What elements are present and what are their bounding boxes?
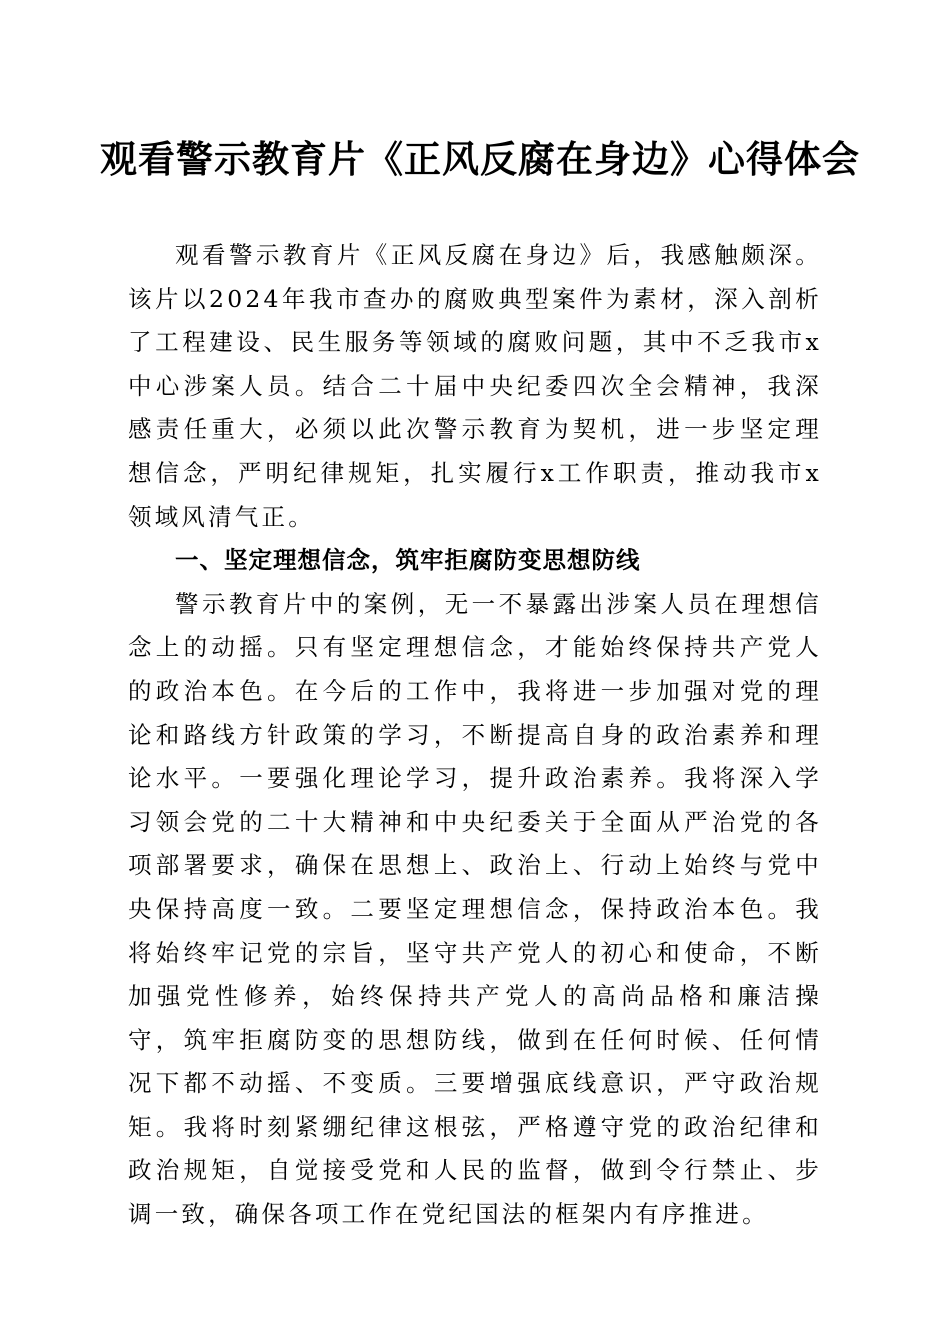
section-paragraph: 警示教育片中的案例，无一不暴露出涉案人员在理想信念上的动摇。只有坚定理想信念，才能始终保持共产党人的政治本色。在今后的工作中，我将进一步加强对党的理论和路线方针政策的学习，不断提高自身的政治素养和理论水平。一要强化理论学习，提升政治素养。我将深入学习领会党的二十大精神和中央纪委关于全面从严治党的各项部署要求，确保在思想上、政治上、行动上始终与党中央保持高度一致。二要坚定理想信念，保持政治本色。我将始终牢记党的宗旨，坚守共产党人的初心和使命，不断加强党性修养，始终保持共产党人的高尚品格和廉洁操守，筑牢拒腐防变的思想防线，做到在任何时候、任何情况下都不动摇、不变质。三要增强底线意识，严守政治规矩。我将时刻紧绷纪律这根弦，严格遵守党的政治纪律和政治规矩，自觉接受党和人民的监督，做到令行禁止、步调一致，确保各项工作在党纪国法的框架内有序推进。	[128, 589, 822, 1229]
intro-paragraph: 观看警示教育片《正风反腐在身边》后，我感触颇深。该片以2024年我市查办的腐败典型案件为素材，深入剖析了工程建设、民生服务等领域的腐败问题，其中不乏我市x中心涉案人员。结合二十届中央纪委四次全会精神，我深感责任重大，必须以此次警示教育为契机，进一步坚定理想信念，严明纪律规矩，扎实履行x工作职责，推动我市x领域风清气正。	[128, 241, 822, 531]
document-body	[128, 234, 822, 1237]
document-title: 观看警示教育片《正风反腐在身边》心得体会	[100, 137, 860, 181]
section-heading: 一、坚定理想信念，筑牢拒腐防变思想防线	[175, 546, 641, 575]
